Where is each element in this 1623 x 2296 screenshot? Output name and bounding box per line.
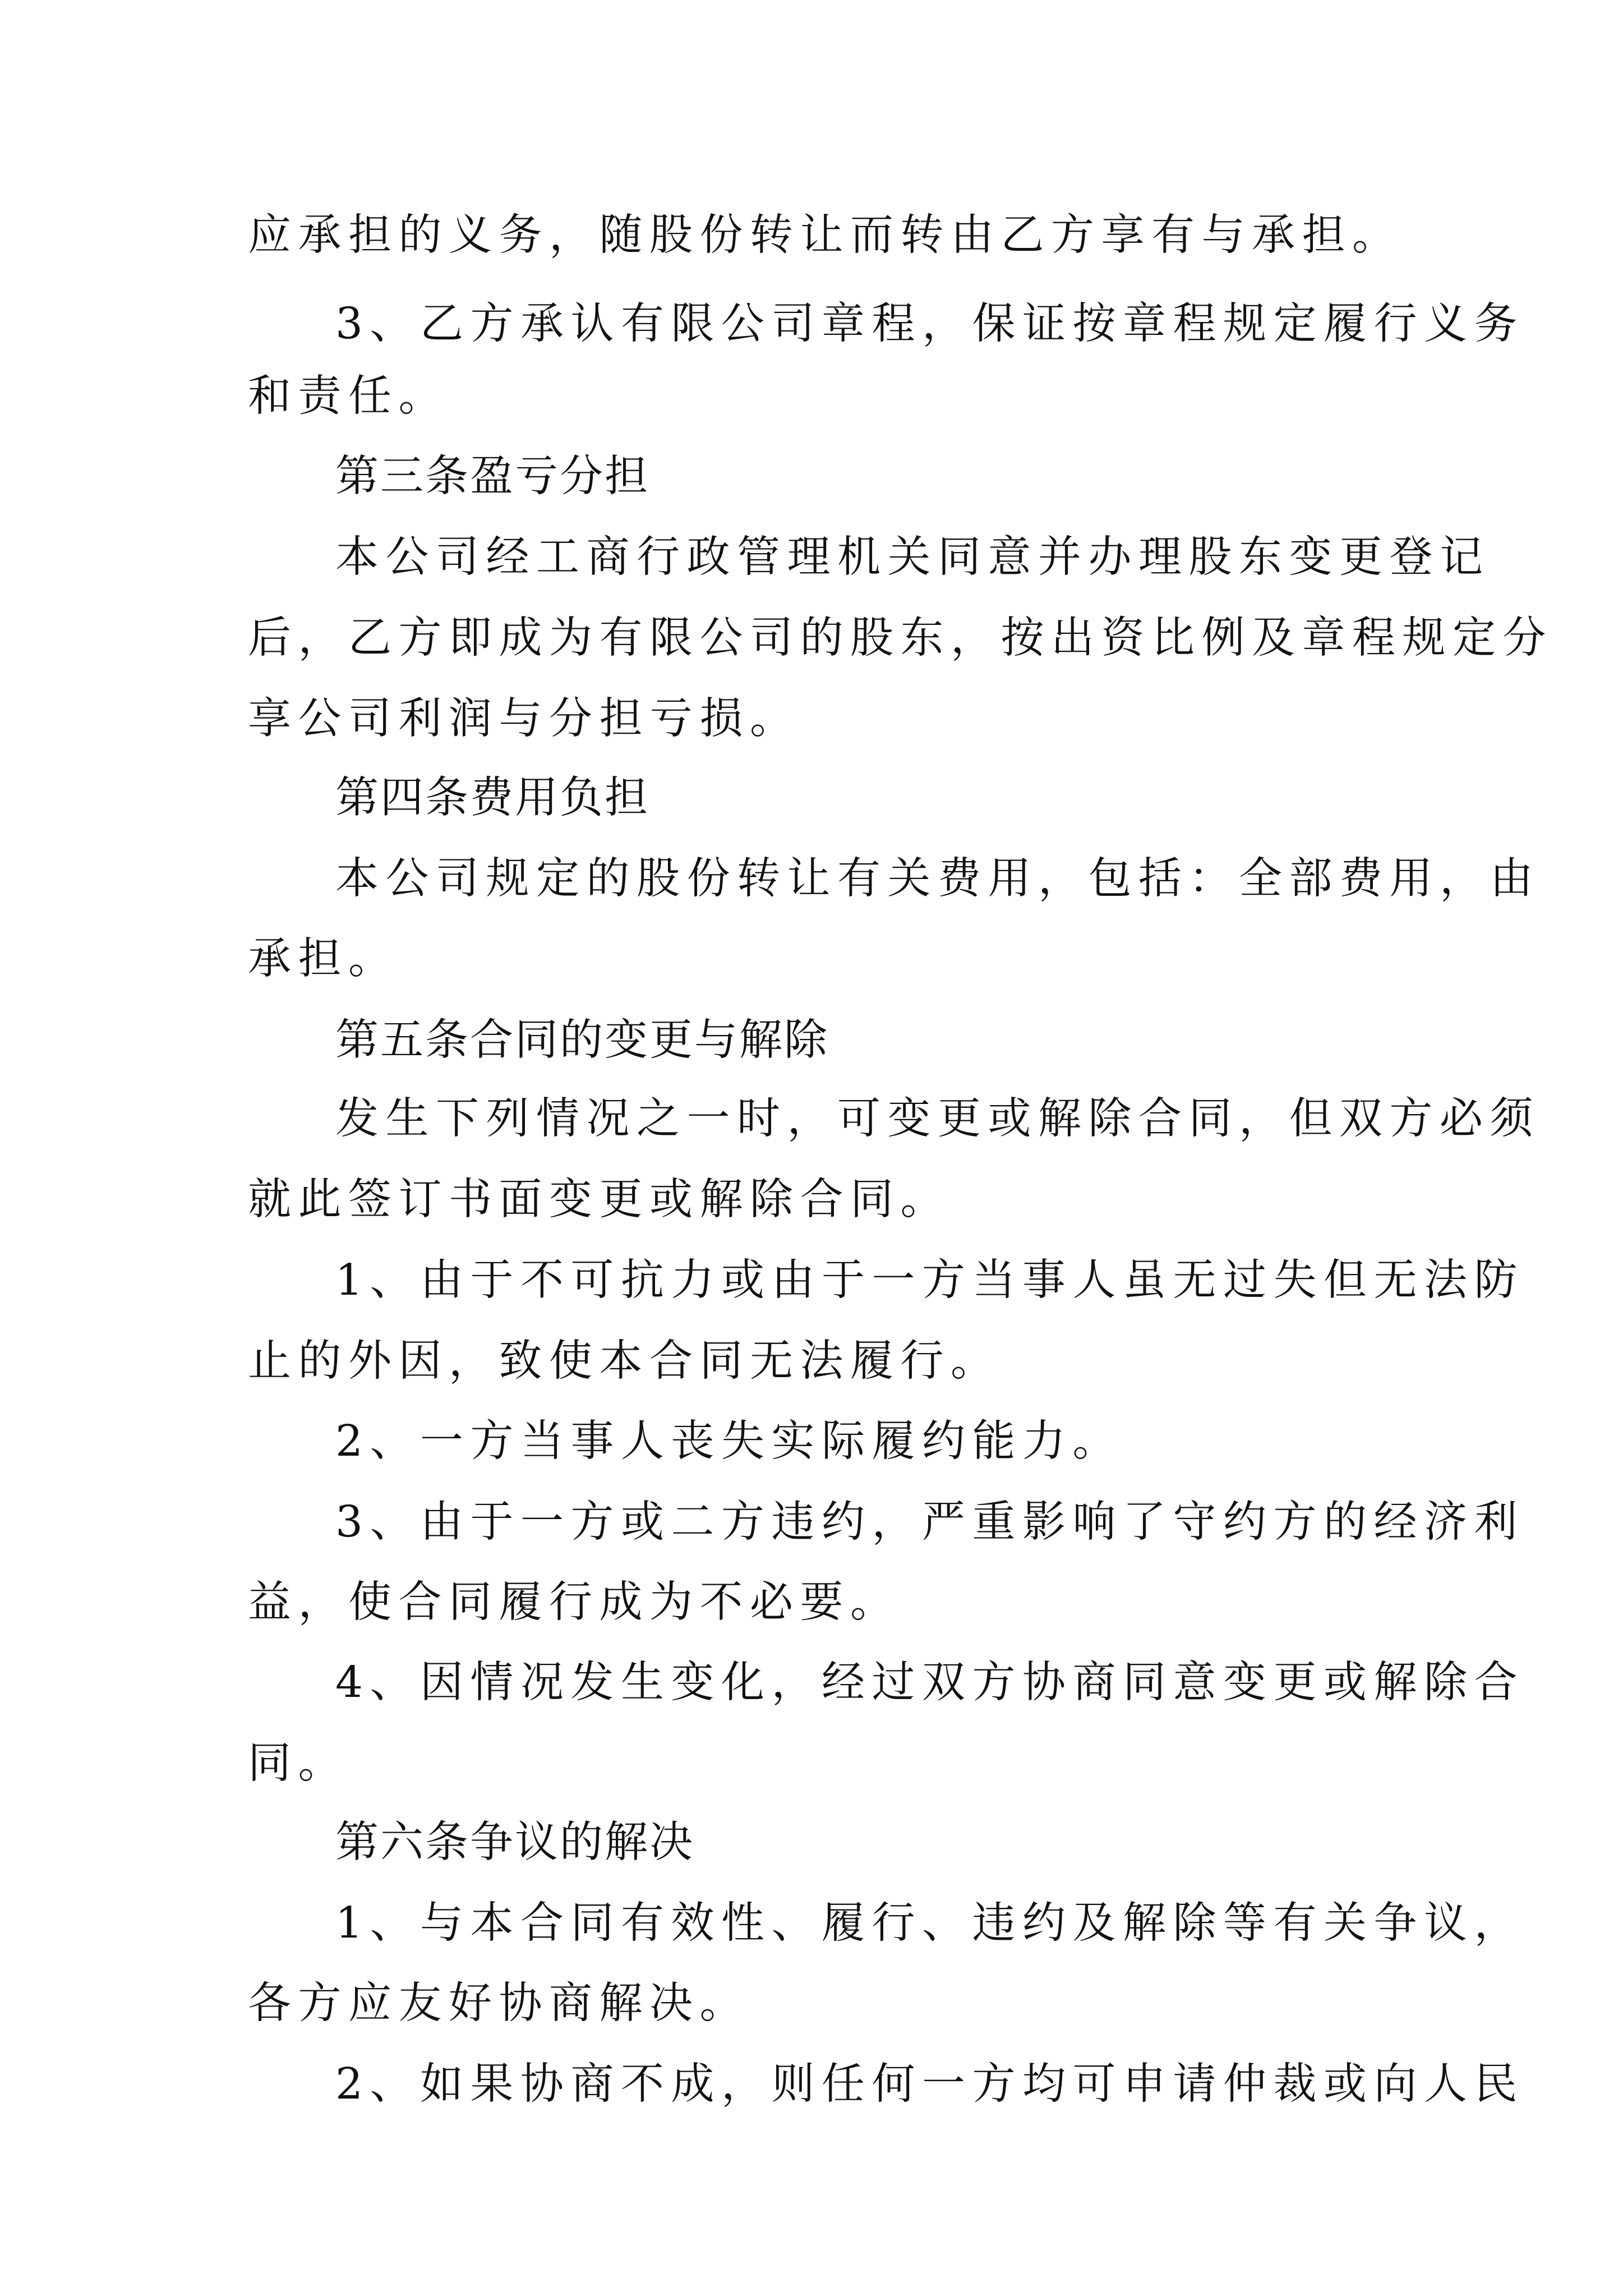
text-line: 4、因情况发生变化，经过双方协商同意变更或解除合 (335, 1658, 1524, 1708)
text-line: 后，乙方即成为有限公司的股东，按出资比例及章程规定分 (248, 613, 1553, 663)
text-line: 同。 (248, 1738, 348, 1788)
text-line: 本公司经工商行政管理机关同意并办理股东变更登记 (335, 532, 1490, 582)
text-line: 3、乙方承认有限公司章程，保证按章程规定履行义务 (335, 299, 1524, 349)
text-line: 应承担的义务，随股份转让而转由乙方享有与承担。 (248, 210, 1403, 260)
text-line: 1、由于不可抗力或由于一方当事人虽无过失但无法防 (335, 1255, 1524, 1305)
text-line: 1、与本合同有效性、履行、违约及解除等有关争议， (335, 1898, 1524, 1948)
text-line: 3、由于一方或二方违约，严重影响了守约方的经济利 (335, 1497, 1524, 1547)
text-line: 就此签订书面变更或解除合同。 (248, 1175, 951, 1225)
text-line: 2、如果协商不成，则任何一方均可申请仲裁或向人民 (335, 2059, 1524, 2109)
text-line: 2、一方当事人丧失实际履约能力。 (335, 1416, 1123, 1466)
text-line: 和责任。 (248, 371, 449, 421)
text-line: 发生下列情况之一时，可变更或解除合同，但双方必须 (335, 1094, 1540, 1144)
text-line: 本公司规定的股份转让有关费用，包括：全部费用，由 (335, 854, 1540, 904)
text-line: 享公司利润与分担亏损。 (248, 694, 800, 744)
section-heading: 第四条费用负担 (335, 773, 649, 823)
text-line: 益，使合同履行成为不必要。 (248, 1577, 901, 1627)
section-heading: 第六条争议的解决 (335, 1818, 694, 1867)
text-line: 各方应友好协商解决。 (248, 1978, 750, 2028)
section-heading: 第三条盈亏分担 (335, 452, 649, 501)
text-line: 承担。 (248, 934, 399, 984)
section-heading: 第五条合同的变更与解除 (335, 1015, 829, 1065)
text-line: 止的外因，致使本合同无法履行。 (248, 1336, 1001, 1386)
